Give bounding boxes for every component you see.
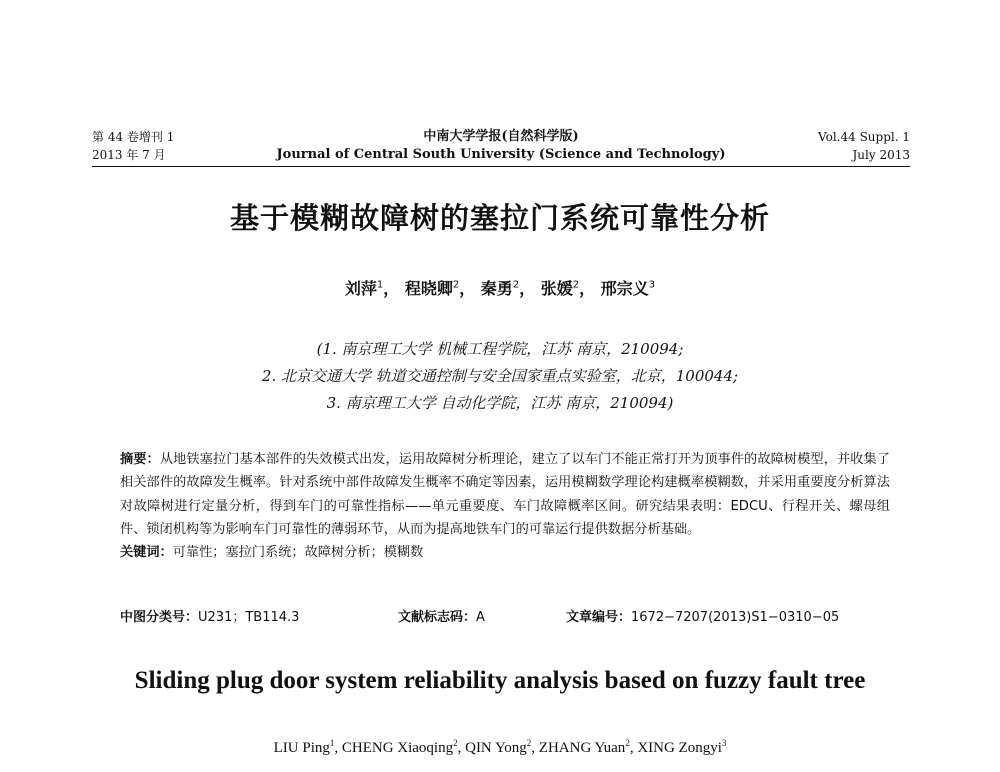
author-cn: 秦勇$^2$ bbox=[480, 279, 520, 298]
header-date-cn: 2013 年 7 月 bbox=[92, 148, 166, 162]
abstract-text: 从地铁塞拉门基本部件的失效模式出发，运用故障树分析理论，建立了以车门不能正常打开为顶事件的故障树模型，并收集了相关部件的故障发生概率。针对系统中部件故障发生概率不确定等因素，运用模糊数学理论构建概率模糊数，并采用重要度分析算法对故障树进行定量分析，得到车门的可靠性指标——单元重要度、车门故障概率区间。研究结果表明：EDCU、行程开关、螺母组件、锁闭机构等为影响车门可靠性的薄弱环节，从而为提高地铁车门的可靠运行提供数据分析基础。 bbox=[120, 452, 891, 537]
author-list-cn: 刘萍$^1$， 程晓卿$^2$， 秦勇$^2$， 张媛$^2$， 邢宗义$^3$ bbox=[344, 279, 656, 298]
clc-number: 中图分类号：U231；TB114.3 bbox=[120, 610, 300, 625]
author-cn: 张媛$^2$ bbox=[540, 279, 580, 298]
header-journal-name bbox=[92, 128, 910, 164]
header-date-en: July 2013 bbox=[852, 148, 910, 162]
journal-name-en: Journal of Central South University (Science and Technology) bbox=[276, 147, 726, 162]
author-en: CHENG Xiaoqing$^2$ bbox=[341, 738, 458, 756]
author-cn: 刘萍$^1$ bbox=[344, 279, 384, 298]
paper-title-en: Sliding plug door system reliability analysis based on fuzzy fault tree bbox=[134, 667, 866, 694]
header-vol-suppl: Vol.44 Suppl. 1 bbox=[818, 130, 910, 144]
affiliation-line: (1. 南京理工大学 机械工程学院，江苏 南京，210094; bbox=[316, 340, 684, 358]
header-volume: 第 44 卷增刊 1 bbox=[92, 130, 175, 144]
keywords-label: 关键词： bbox=[120, 545, 173, 561]
journal-name-cn: 中南大学学报(自然科学版) bbox=[423, 129, 579, 144]
author-list-en: LIU Ping$^1$, CHENG Xiaoqing$^2$, QIN Yong$^2$, ZHANG Yuan$^2$, XING Zongyi$^3$ bbox=[273, 738, 727, 756]
keywords-text: 可靠性；塞拉门系统；故障树分析；模糊数 bbox=[172, 545, 424, 561]
author-en: QIN Yong$^2$ bbox=[465, 738, 532, 756]
affiliation-line: 3. 南京理工大学 自动化学院，江苏 南京，210094) bbox=[326, 394, 674, 412]
document-code: 文献标志码：A bbox=[398, 610, 485, 625]
article-number: 文章编号：1672−7207(2013)S1−0310−05 bbox=[566, 610, 840, 625]
keywords bbox=[120, 541, 890, 564]
abstract bbox=[120, 448, 890, 541]
author-cn: 邢宗义$^3$ bbox=[600, 279, 656, 298]
abstract-label: 摘要： bbox=[120, 452, 160, 467]
paper-title-cn: 基于模糊故障树的塞拉门系统可靠性分析 bbox=[229, 201, 770, 235]
header-divider bbox=[92, 166, 910, 167]
author-en: ZHANG Yuan$^2$ bbox=[538, 738, 630, 756]
affiliations bbox=[0, 336, 1000, 417]
affiliation-line: 2. 北京交通大学 轨道交通控制与安全国家重点实验室，北京，100044; bbox=[261, 367, 739, 385]
journal-header bbox=[92, 128, 910, 168]
header-volume-en bbox=[818, 128, 910, 164]
author-en: XING Zongyi$^3$ bbox=[637, 738, 727, 756]
author-en: LIU Ping$^1$ bbox=[273, 738, 335, 756]
author-cn: 程晓卿$^2$ bbox=[404, 279, 460, 298]
abstract-block bbox=[120, 448, 890, 564]
